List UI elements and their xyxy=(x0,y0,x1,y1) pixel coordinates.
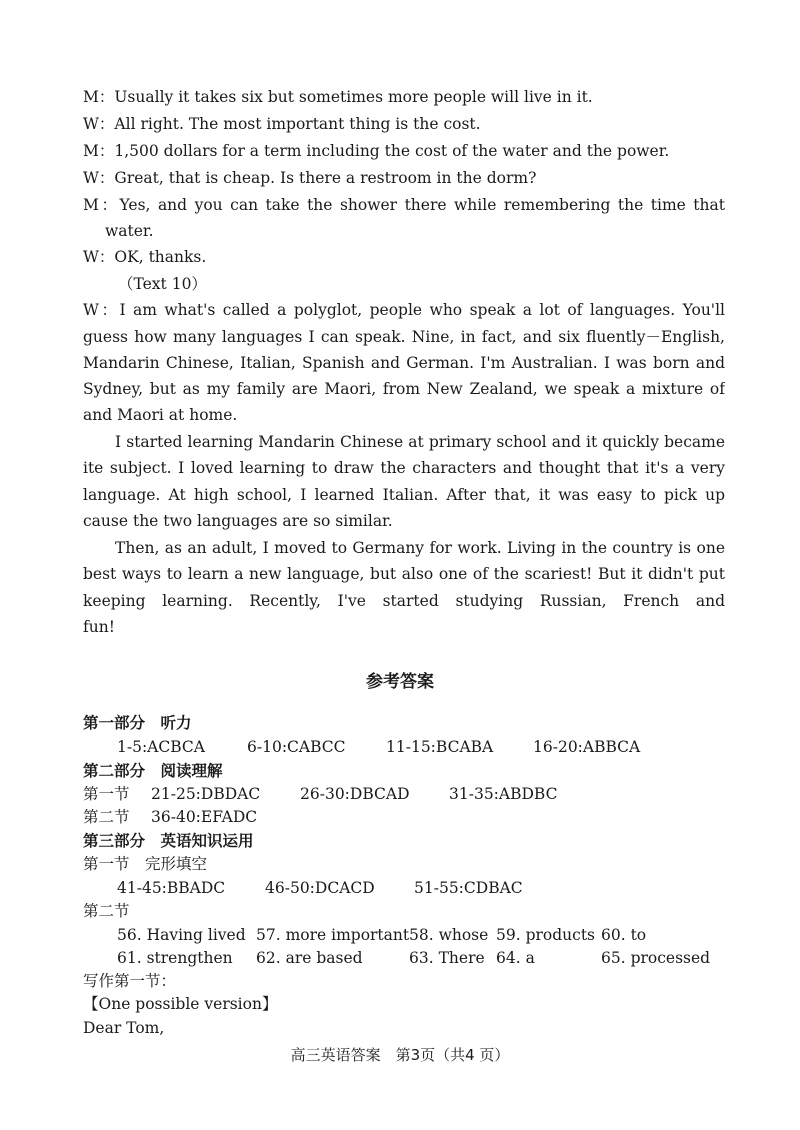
grammar-answer: 62. are based xyxy=(256,949,363,967)
grammar-answer: 56. Having lived xyxy=(117,926,246,944)
dialogue-line: W：OK, thanks. xyxy=(83,248,207,266)
grammar-answer: 57. more important xyxy=(256,926,410,944)
reading-answer: 36-40:EFADC xyxy=(151,808,258,826)
reading-section1-label: 第一节 xyxy=(83,785,130,803)
reading-answer: 31-35:ABDBC xyxy=(449,785,558,803)
dialogue-line: M：1,500 dollars for a term including the cost of the water and the power. xyxy=(83,142,670,160)
monologue-line: W：I am what's called a polyglot, people who speak a lot of languages. You'll xyxy=(83,301,725,319)
monologue-line: fun! xyxy=(83,618,115,636)
monologue-line: guess how many languages I can speak. Nine, in fact, and six fluently－English, xyxy=(83,328,725,346)
text-10-label: （Text 10） xyxy=(118,275,207,293)
page-footer: 高三英语答案 第3页（共4 页） xyxy=(290,1046,510,1064)
cloze-answer: 51-55:CDBAC xyxy=(414,879,523,897)
listening-answer: 16-20:ABBCA xyxy=(533,738,641,756)
reading-section2-label: 第二节 xyxy=(83,808,130,826)
reading-answer: 26-30:DBCAD xyxy=(300,785,410,803)
possible-version-label: 【One possible version】 xyxy=(83,995,278,1013)
monologue-line: best ways to learn a new language, but also one of the scariest! But it didn't put xyxy=(83,565,725,583)
letter-salutation: Dear Tom, xyxy=(83,1019,165,1037)
grammar-answer: 65. processed xyxy=(601,949,711,967)
dialogue-line: M：Yes, and you can take the shower there while remembering the time that xyxy=(83,196,725,214)
grammar-answer: 59. products xyxy=(496,926,596,944)
monologue-line: I started learning Mandarin Chinese at primary school and it quickly became xyxy=(115,433,725,451)
dialogue-line: water. xyxy=(105,222,154,240)
grammar-answer: 60. to xyxy=(601,926,647,944)
grammar-answer: 64. a xyxy=(496,949,535,967)
listening-answer: 1-5:ACBCA xyxy=(117,738,205,756)
monologue-line: Mandarin Chinese, Italian, Spanish and German. I'm Australian. I was born and xyxy=(83,354,725,372)
grammar-answer: 58. whose xyxy=(409,926,489,944)
answers-title: 参考答案 xyxy=(366,672,434,692)
cloze-answer: 41-45:BBADC xyxy=(117,879,226,897)
reading-answer: 21-25:DBDAC xyxy=(151,785,261,803)
part1-title: 第一部分 听力 xyxy=(83,714,192,732)
cloze-title: 第一节 完形填空 xyxy=(83,855,208,873)
monologue-line: keeping learning. Recently, I've started studying Russian, French and xyxy=(83,592,725,610)
part3-title: 第三部分 英语知识运用 xyxy=(83,832,254,850)
grammar-section-label: 第二节 xyxy=(83,902,130,920)
monologue-line: language. At high school, I learned Italian. After that, it was easy to pick up xyxy=(83,486,725,504)
grammar-answer: 63. There xyxy=(409,949,485,967)
monologue-line: cause the two languages are so similar. xyxy=(83,512,393,530)
dialogue-line: W：Great, that is cheap. Is there a restroom in the dorm? xyxy=(83,169,537,187)
part2-title: 第二部分 阅读理解 xyxy=(83,762,223,780)
listening-answer: 11-15:BCABA xyxy=(386,738,494,756)
listening-answer: 6-10:CABCC xyxy=(247,738,346,756)
writing-section-label: 写作第一节： xyxy=(83,972,177,990)
monologue-line: and Maori at home. xyxy=(83,406,238,424)
grammar-answer: 61. strengthen xyxy=(117,949,233,967)
dialogue-line: M：Usually it takes six but sometimes more people will live in it. xyxy=(83,88,593,106)
cloze-answer: 46-50:DCACD xyxy=(265,879,375,897)
monologue-line: Sydney, but as my family are Maori, from New Zealand, we speak a mixture of xyxy=(83,380,725,398)
dialogue-line: W：All right. The most important thing is the cost. xyxy=(83,115,481,133)
monologue-line: Then, as an adult, I moved to Germany for work. Living in the country is one xyxy=(115,539,725,557)
monologue-line: ite subject. I loved learning to draw the characters and thought that it's a very xyxy=(83,459,725,477)
